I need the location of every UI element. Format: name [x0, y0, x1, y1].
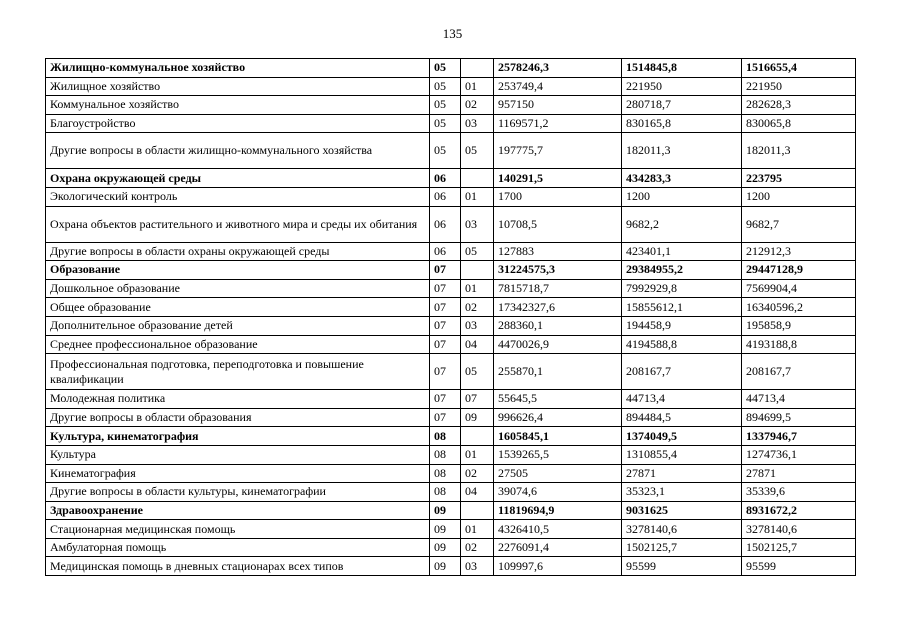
- subsection-code-cell: [461, 59, 494, 78]
- amount-year1-cell: 1605845,1: [494, 427, 622, 446]
- section-code-cell: 07: [430, 390, 461, 409]
- table-row: [46, 133, 856, 169]
- subsection-code-cell: [461, 169, 494, 188]
- subsection-code-cell: 05: [461, 242, 494, 261]
- amount-year2-cell: 1310855,4: [622, 445, 742, 464]
- amount-year3-cell: 195858,9: [742, 316, 856, 335]
- section-code-cell: 06: [430, 242, 461, 261]
- row-name-cell: Молодежная политика: [46, 390, 430, 409]
- amount-year1-cell: 255870,1: [494, 354, 622, 390]
- subsection-code-cell: 01: [461, 77, 494, 96]
- amount-year1-cell: 11819694,9: [494, 501, 622, 520]
- amount-year1-cell: 55645,5: [494, 390, 622, 409]
- amount-year1-cell: 31224575,3: [494, 261, 622, 280]
- amount-year3-cell: 1502125,7: [742, 538, 856, 557]
- amount-year3-cell: 282628,3: [742, 96, 856, 115]
- section-code-cell: 05: [430, 114, 461, 133]
- section-code-cell: 07: [430, 298, 461, 317]
- subsection-code-cell: 03: [461, 114, 494, 133]
- row-name-cell: Другие вопросы в области культуры, кинематографии: [46, 483, 430, 502]
- subsection-code-cell: 03: [461, 316, 494, 335]
- section-code-cell: 06: [430, 206, 461, 242]
- amount-year3-cell: 894699,5: [742, 408, 856, 427]
- amount-year3-cell: 1200: [742, 187, 856, 206]
- amount-year3-cell: 182011,3: [742, 133, 856, 169]
- row-name-cell: Профессиональная подготовка, переподготовка и повышение квалификации: [46, 354, 430, 390]
- table-row: [46, 408, 856, 427]
- section-code-cell: 07: [430, 316, 461, 335]
- amount-year1-cell: 127883: [494, 242, 622, 261]
- row-name-cell: Здравоохранение: [46, 501, 430, 520]
- amount-year2-cell: 3278140,6: [622, 520, 742, 539]
- row-name-cell: Другие вопросы в области жилищно-коммунального хозяйства: [46, 133, 430, 169]
- section-code-cell: 09: [430, 557, 461, 576]
- section-row: [46, 501, 856, 520]
- table-row: [46, 483, 856, 502]
- section-row: [46, 169, 856, 188]
- table-row: [46, 242, 856, 261]
- table-row: [46, 354, 856, 390]
- section-code-cell: 09: [430, 520, 461, 539]
- row-name-cell: Другие вопросы в области образования: [46, 408, 430, 427]
- subsection-code-cell: 04: [461, 483, 494, 502]
- table-row: [46, 557, 856, 576]
- amount-year2-cell: 1514845,8: [622, 59, 742, 78]
- section-code-cell: 07: [430, 261, 461, 280]
- table-row: [46, 114, 856, 133]
- amount-year3-cell: 3278140,6: [742, 520, 856, 539]
- amount-year1-cell: 197775,7: [494, 133, 622, 169]
- amount-year3-cell: 4193188,8: [742, 335, 856, 354]
- section-code-cell: 08: [430, 483, 461, 502]
- amount-year3-cell: 830065,8: [742, 114, 856, 133]
- amount-year3-cell: 9682,7: [742, 206, 856, 242]
- amount-year1-cell: 17342327,6: [494, 298, 622, 317]
- amount-year2-cell: 9031625: [622, 501, 742, 520]
- section-code-cell: 07: [430, 279, 461, 298]
- amount-year1-cell: 4326410,5: [494, 520, 622, 539]
- amount-year3-cell: 223795: [742, 169, 856, 188]
- table-row: [46, 335, 856, 354]
- section-row: [46, 59, 856, 78]
- row-name-cell: Другие вопросы в области охраны окружающей среды: [46, 242, 430, 261]
- subsection-code-cell: 02: [461, 298, 494, 317]
- subsection-code-cell: 01: [461, 279, 494, 298]
- table-row: [46, 96, 856, 115]
- amount-year2-cell: 27871: [622, 464, 742, 483]
- section-code-cell: 05: [430, 77, 461, 96]
- row-name-cell: Образование: [46, 261, 430, 280]
- table-row: [46, 538, 856, 557]
- amount-year3-cell: 27871: [742, 464, 856, 483]
- table-row: [46, 390, 856, 409]
- amount-year1-cell: 1539265,5: [494, 445, 622, 464]
- table-row: [46, 445, 856, 464]
- amount-year2-cell: 7992929,8: [622, 279, 742, 298]
- amount-year2-cell: 280718,7: [622, 96, 742, 115]
- amount-year2-cell: 1200: [622, 187, 742, 206]
- amount-year1-cell: 288360,1: [494, 316, 622, 335]
- subsection-code-cell: 07: [461, 390, 494, 409]
- amount-year3-cell: 8931672,2: [742, 501, 856, 520]
- row-name-cell: Благоустройство: [46, 114, 430, 133]
- subsection-code-cell: 03: [461, 557, 494, 576]
- amount-year1-cell: 7815718,7: [494, 279, 622, 298]
- subsection-code-cell: 03: [461, 206, 494, 242]
- amount-year2-cell: 1374049,5: [622, 427, 742, 446]
- budget-table: [45, 58, 856, 576]
- section-code-cell: 07: [430, 335, 461, 354]
- amount-year2-cell: 423401,1: [622, 242, 742, 261]
- amount-year3-cell: 16340596,2: [742, 298, 856, 317]
- row-name-cell: Дополнительное образование детей: [46, 316, 430, 335]
- subsection-code-cell: 02: [461, 538, 494, 557]
- amount-year1-cell: 2276091,4: [494, 538, 622, 557]
- row-name-cell: Культура: [46, 445, 430, 464]
- table-row: [46, 187, 856, 206]
- subsection-code-cell: 09: [461, 408, 494, 427]
- subsection-code-cell: 01: [461, 520, 494, 539]
- page-number: 135: [442, 26, 463, 41]
- amount-year3-cell: 1337946,7: [742, 427, 856, 446]
- section-code-cell: 06: [430, 187, 461, 206]
- subsection-code-cell: 02: [461, 96, 494, 115]
- amount-year3-cell: 208167,7: [742, 354, 856, 390]
- subsection-code-cell: 05: [461, 133, 494, 169]
- amount-year3-cell: 1274736,1: [742, 445, 856, 464]
- row-name-cell: Амбулаторная помощь: [46, 538, 430, 557]
- section-code-cell: 09: [430, 501, 461, 520]
- amount-year2-cell: 35323,1: [622, 483, 742, 502]
- amount-year1-cell: 27505: [494, 464, 622, 483]
- amount-year2-cell: 194458,9: [622, 316, 742, 335]
- amount-year3-cell: 95599: [742, 557, 856, 576]
- table-row: [46, 298, 856, 317]
- amount-year1-cell: 2578246,3: [494, 59, 622, 78]
- section-row: [46, 261, 856, 280]
- amount-year3-cell: 212912,3: [742, 242, 856, 261]
- amount-year3-cell: 35339,6: [742, 483, 856, 502]
- table-row: [46, 206, 856, 242]
- table-row: [46, 464, 856, 483]
- amount-year1-cell: 109997,6: [494, 557, 622, 576]
- row-name-cell: Среднее профессиональное образование: [46, 335, 430, 354]
- amount-year2-cell: 434283,3: [622, 169, 742, 188]
- amount-year2-cell: 221950: [622, 77, 742, 96]
- section-code-cell: 09: [430, 538, 461, 557]
- amount-year2-cell: 894484,5: [622, 408, 742, 427]
- amount-year2-cell: 9682,2: [622, 206, 742, 242]
- subsection-code-cell: 05: [461, 354, 494, 390]
- amount-year2-cell: 95599: [622, 557, 742, 576]
- table-row: [46, 77, 856, 96]
- section-code-cell: 06: [430, 169, 461, 188]
- amount-year1-cell: 140291,5: [494, 169, 622, 188]
- amount-year2-cell: 4194588,8: [622, 335, 742, 354]
- table-row: [46, 520, 856, 539]
- amount-year2-cell: 830165,8: [622, 114, 742, 133]
- amount-year2-cell: 1502125,7: [622, 538, 742, 557]
- amount-year2-cell: 44713,4: [622, 390, 742, 409]
- row-name-cell: Дошкольное образование: [46, 279, 430, 298]
- section-code-cell: 05: [430, 96, 461, 115]
- row-name-cell: Медицинская помощь в дневных стационарах всех типов: [46, 557, 430, 576]
- row-name-cell: Жилищно-коммунальное хозяйство: [46, 59, 430, 78]
- row-name-cell: Общее образование: [46, 298, 430, 317]
- row-name-cell: Стационарная медицинская помощь: [46, 520, 430, 539]
- amount-year2-cell: 182011,3: [622, 133, 742, 169]
- row-name-cell: Охрана объектов растительного и животного мира и среды их обитания: [46, 206, 430, 242]
- section-code-cell: 05: [430, 133, 461, 169]
- table-row: [46, 316, 856, 335]
- amount-year1-cell: 39074,6: [494, 483, 622, 502]
- subsection-code-cell: [461, 501, 494, 520]
- subsection-code-cell: [461, 427, 494, 446]
- amount-year2-cell: 15855612,1: [622, 298, 742, 317]
- amount-year2-cell: 29384955,2: [622, 261, 742, 280]
- amount-year1-cell: 1700: [494, 187, 622, 206]
- amount-year1-cell: 996626,4: [494, 408, 622, 427]
- amount-year1-cell: 253749,4: [494, 77, 622, 96]
- row-name-cell: Жилищное хозяйство: [46, 77, 430, 96]
- row-name-cell: Кинематография: [46, 464, 430, 483]
- subsection-code-cell: 01: [461, 445, 494, 464]
- amount-year3-cell: 29447128,9: [742, 261, 856, 280]
- budget-table-body: [46, 59, 856, 576]
- amount-year1-cell: 4470026,9: [494, 335, 622, 354]
- amount-year3-cell: 1516655,4: [742, 59, 856, 78]
- row-name-cell: Коммунальное хозяйство: [46, 96, 430, 115]
- section-code-cell: 08: [430, 427, 461, 446]
- amount-year3-cell: 44713,4: [742, 390, 856, 409]
- amount-year1-cell: 957150: [494, 96, 622, 115]
- row-name-cell: Экологический контроль: [46, 187, 430, 206]
- section-code-cell: 08: [430, 445, 461, 464]
- section-code-cell: 08: [430, 464, 461, 483]
- subsection-code-cell: 02: [461, 464, 494, 483]
- amount-year1-cell: 1169571,2: [494, 114, 622, 133]
- subsection-code-cell: [461, 261, 494, 280]
- row-name-cell: Культура, кинематография: [46, 427, 430, 446]
- amount-year1-cell: 10708,5: [494, 206, 622, 242]
- subsection-code-cell: 04: [461, 335, 494, 354]
- section-row: [46, 427, 856, 446]
- table-row: [46, 279, 856, 298]
- section-code-cell: 07: [430, 408, 461, 427]
- amount-year3-cell: 221950: [742, 77, 856, 96]
- subsection-code-cell: 01: [461, 187, 494, 206]
- amount-year2-cell: 208167,7: [622, 354, 742, 390]
- section-code-cell: 05: [430, 59, 461, 78]
- amount-year3-cell: 7569904,4: [742, 279, 856, 298]
- section-code-cell: 07: [430, 354, 461, 390]
- row-name-cell: Охрана окружающей среды: [46, 169, 430, 188]
